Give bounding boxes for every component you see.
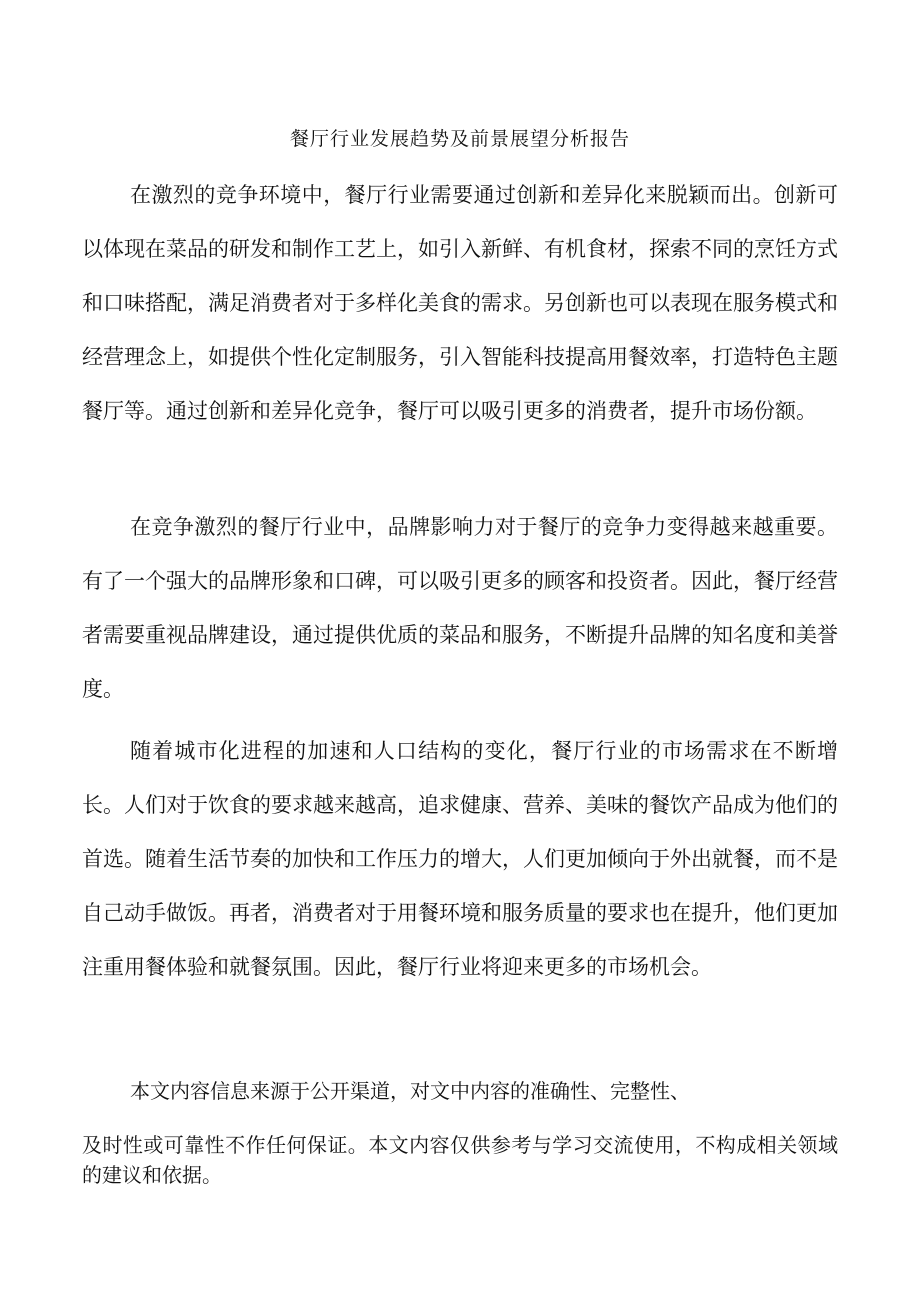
- disclaimer-line-2: 及时性或可靠性不作任何保证。本文内容仅供参考与学习交流使用，不构成相关领域的建议和依据。: [82, 1133, 838, 1187]
- paragraph-innovation: 在激烈的竞争环境中，餐厅行业需要通过创新和差异化来脱颖而出。创新可以体现在菜品的研发和制作工艺上，如引入新鲜、有机食材，探索不同的烹饪方式和口味搭配，满足消费者对于多样化美食的需求。另创新也可以表现在服务模式和经营理念上，如提供个性化定制服务，引入智能科技提高用餐效率，打造特色主题餐厅等。通过创新和差异化竞争，餐厅可以吸引更多的消费者，提升市场份额。: [82, 183, 838, 423]
- paragraph-market-demand: 随着城市化进程的加速和人口结构的变化，餐厅行业的市场需求在不断增长。人们对于饮食的要求越来越高，追求健康、营养、美味的餐饮产品成为他们的首选。随着生活节奏的加快和工作压力的增大，人们更加倾向于外出就餐，而不是自己动手做饭。再者，消费者对于用餐环境和服务质量的要求也在提升，他们更加注重用餐体验和就餐氛围。因此，餐厅行业将迎来更多的市场机会。: [82, 739, 838, 979]
- document-title: 餐厅行业发展趋势及前景展望分析报告: [289, 128, 630, 150]
- paragraph-brand: 在竞争激烈的餐厅行业中，品牌影响力对于餐厅的竞争力变得越来越重要。有了一个强大的品牌形象和口碑，可以吸引更多的顾客和投资者。因此，餐厅经营者需要重视品牌建设，通过提供优质的菜品和服务，不断提升品牌的知名度和美誉度。: [82, 515, 838, 701]
- disclaimer-line-1: 本文内容信息来源于公开渠道，对文中内容的准确性、完整性、: [130, 1079, 690, 1103]
